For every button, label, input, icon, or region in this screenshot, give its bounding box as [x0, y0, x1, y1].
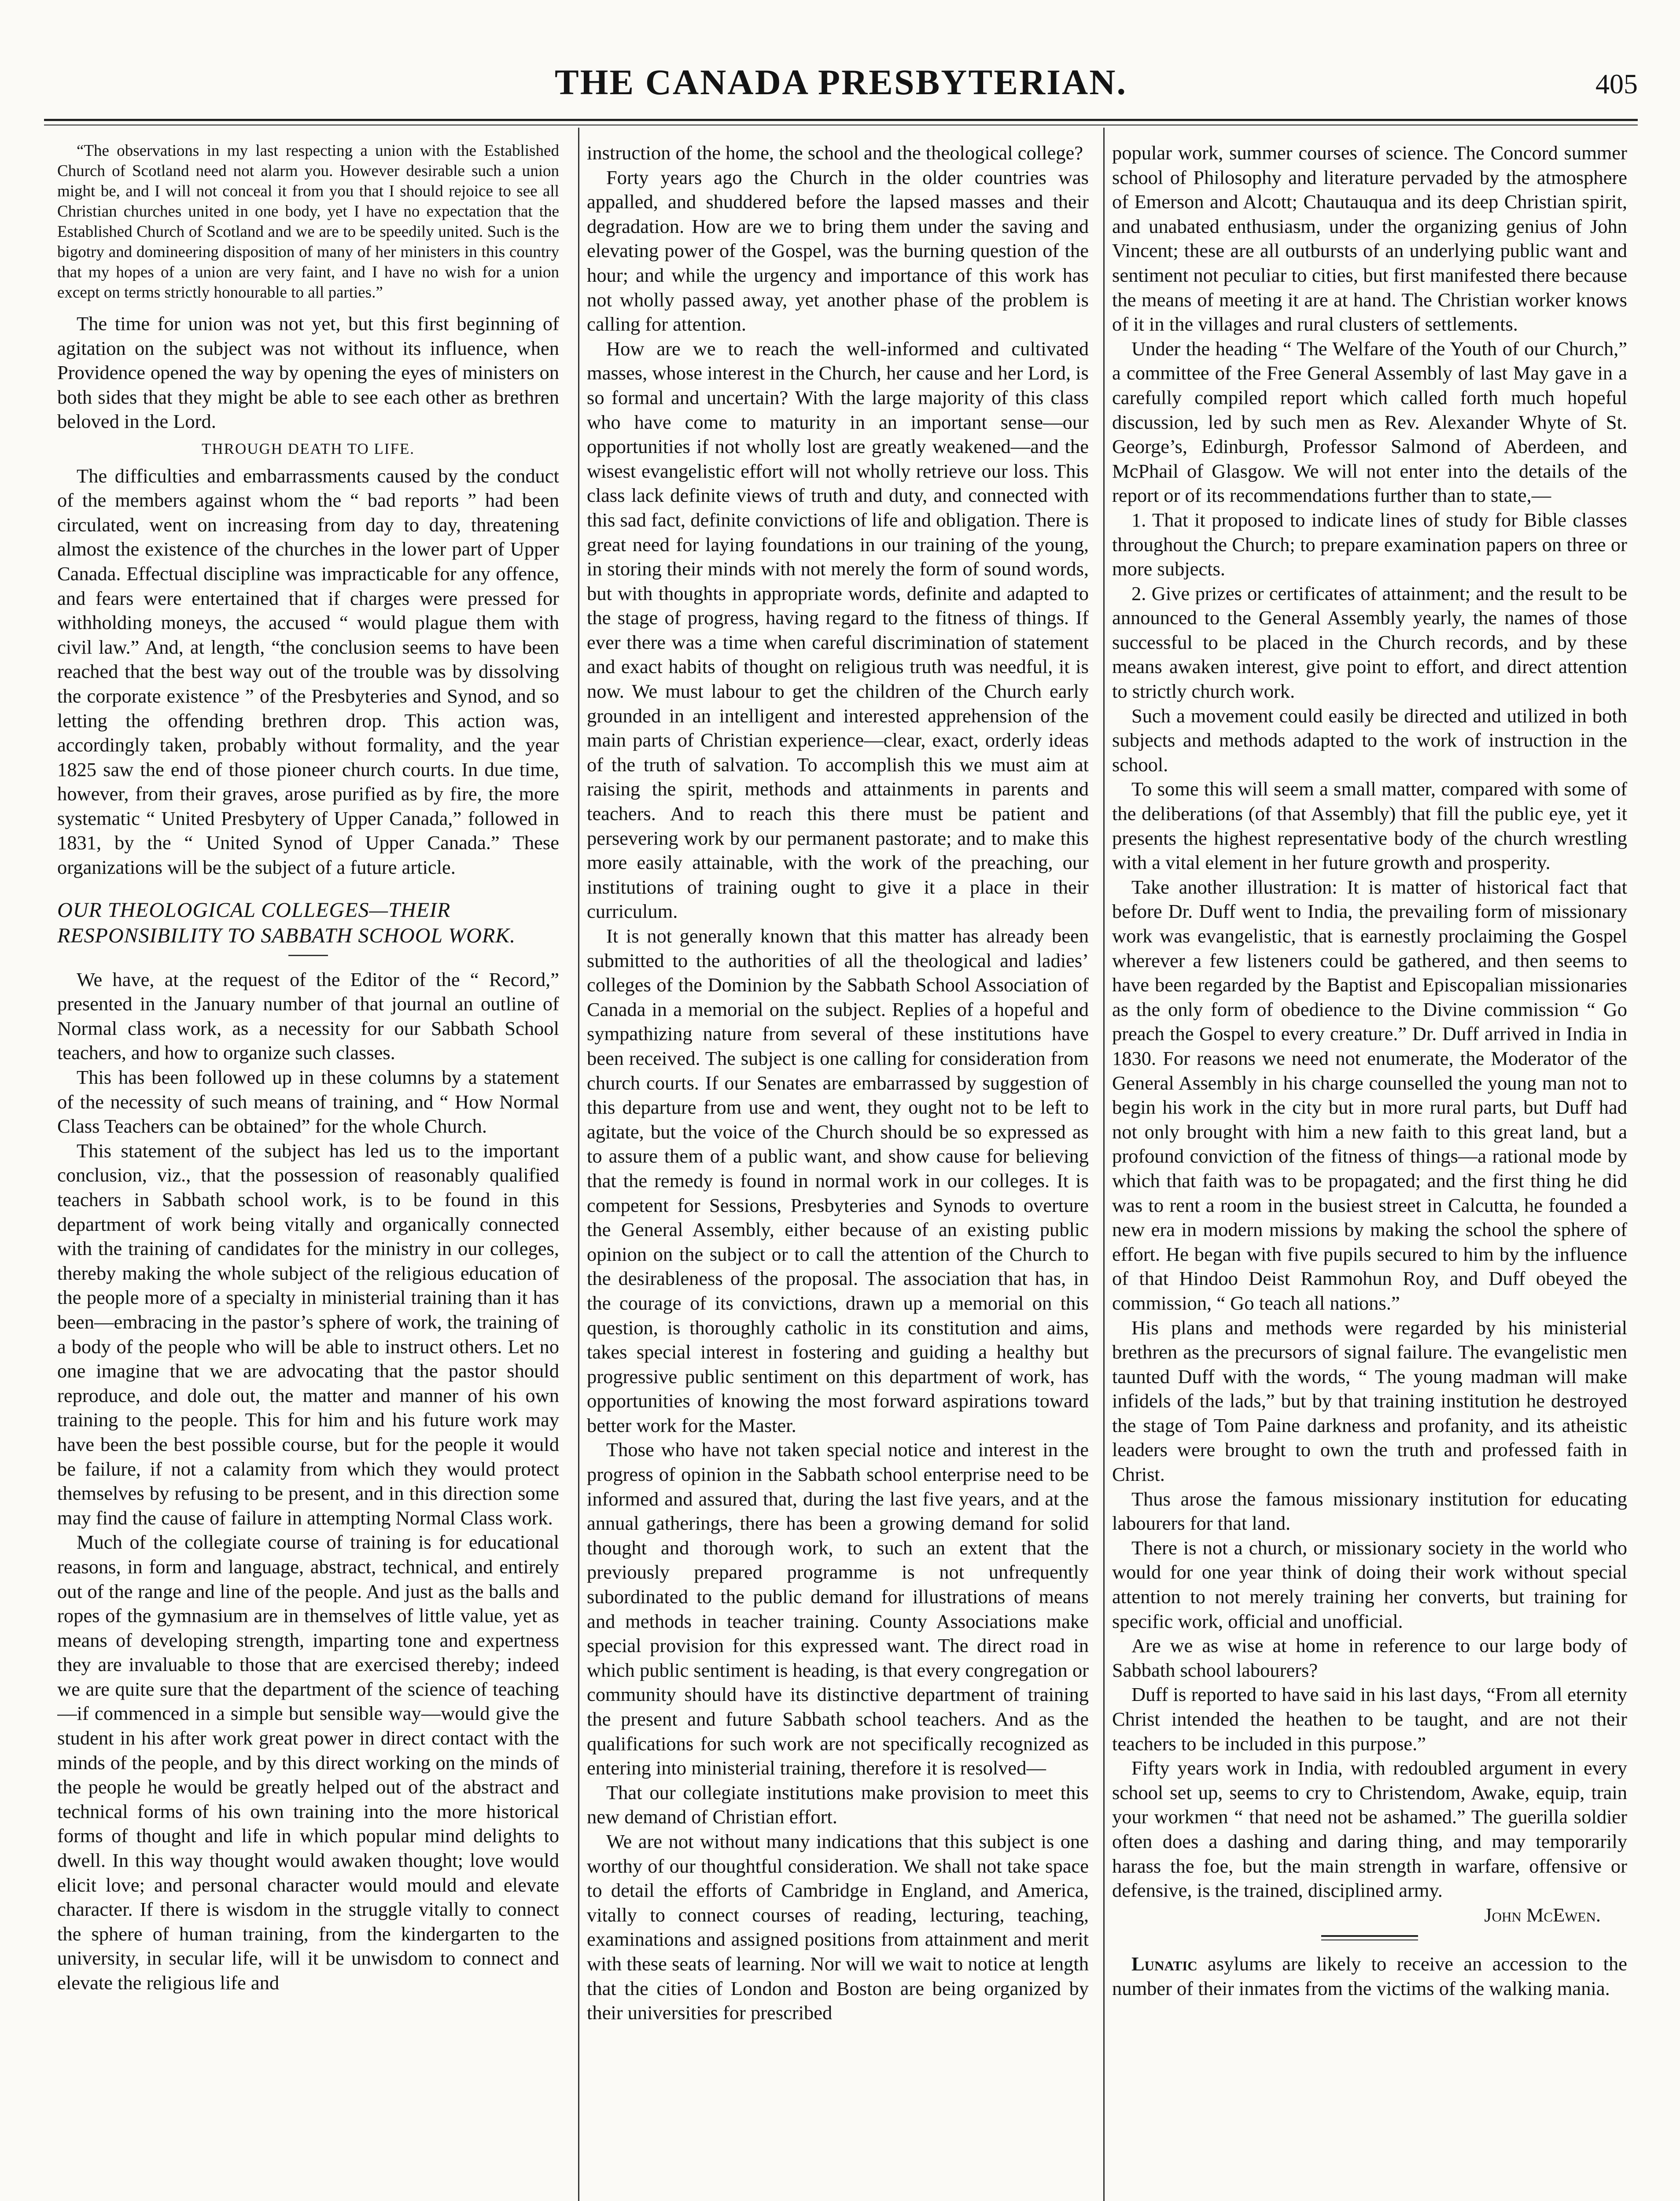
- list-item: 1. That it proposed to indicate lines of study for Bible classes throughout the Church; to prepare examination papers on three or more subjects.: [1112, 508, 1627, 580]
- author-signature: John McEwen.: [1484, 1903, 1601, 1926]
- page-header: [44, 62, 1638, 110]
- paragraph: This has been followed up in these columns by a statement of the necessity of such means of training, and “ How Normal Class Teachers can be obtained” for the whole Church.: [57, 1066, 559, 1137]
- list-item: 2. Give prizes or certificates of attainment; and the result to be announced to the General Assembly yearly, the names of those successful to be placed in the Church records, and by these means awaken interest, give point to effort, and direct attention to strictly church work.: [1112, 582, 1627, 703]
- news-item: [1112, 1952, 1627, 2001]
- header-rule: [44, 119, 1638, 125]
- newspaper-title: THE CANADA PRESBYTERIAN.: [555, 62, 1127, 102]
- paragraph: Such a movement could easily be directed and utilized in both subjects and methods adapted to the work of instruction in the school.: [1112, 704, 1627, 776]
- paragraph: His plans and methods were regarded by his ministerial brethren as the precursors of signal failure. The evangelistic men taunted Duff with the words, “ The young madman will make infidels of the lads,” but by that training institution he destroyed the stage of Tom Paine darkness and profanity, and its atheistic leaders were brought to own the truth and professed faith in Christ.: [1112, 1316, 1627, 1486]
- paragraph: Those who have not taken special notice and interest in the progress of opinion in the Sabbath school enterprise need to be informed and assured that, during the last five years, and at the annual gatherings, there has been a growing demand for solid thought and thorough work, to such an extent that the previously prepared programme is not unfrequently subordinated to the public demand for illustrations of means and methods in teacher training. County Associations make special provision for this expressed want. The direct road in which public sentiment is heading, is that every congregation or community should have its distinctive department of training the present and future Sabbath school teachers. And as the qualifications for such work are not specifically recognized as entering into ministerial training, therefore it is resolved—: [587, 1439, 1089, 1779]
- paragraph: There is not a church, or missionary society in the world who would for one year think of doing their work without special attention to not merely training her converts, but training for specific work, official and unofficial.: [1112, 1536, 1627, 1632]
- paragraph: Take another illustration: It is matter of historical fact that before Dr. Duff went to India, the prevailing form of missionary work was evangelistic, that is earnestly proclaiming the Gospel wherever a few listeners could be gathered, and then seems to have been regarded by the Baptist and Episcopalian missionaries as the only form of obedience to the Divine commission “ Go preach the Gospel to every creature.” Dr. Duff arrived in India in 1830. For reasons we need not enumerate, the Moderator of the General Assembly in his charge counselled the young man not to begin his work in the city but in more rural parts, but Duff had not only brought with him a new faith to this great land, but a profound conviction of the fitness of things—a rational mode by which that faith was to be propagated; and the first thing he did was to rent a room in the busiest street in Calcutta, he founded a new era in modern missions by making the school the sphere of effort. He began with five pupils secured to him by the influence of that Hindoo Deist Rammohun Roy, and Duff obeyed the commission, “ Go teach all nations.”: [1112, 876, 1627, 1314]
- news-item-lead: Lunatic: [1131, 1953, 1197, 1975]
- paragraph: instruction of the home, the school and the theological college?: [587, 142, 1083, 164]
- paragraph: Under the heading “ The Welfare of the Youth of our Church,” a committee of the Free General Assembly of last May gave in a carefully compiled report which called forth much hopeful discussion, led by such men as Rev. Alexander Whyte of St. George’s, Edinburgh, Professor Salmond of Aberdeen, and McPhail of Glasgow. We will not enter into the details of the report or of its recommendations further than to state,—: [1112, 337, 1627, 507]
- paragraph: Duff is reported to have said in his last days, “From all eternity Christ intended the heathen to be taught, and are not their teachers to be included in this purpose.”: [1112, 1683, 1627, 1755]
- column-3: [1112, 141, 1627, 2201]
- paragraph: We are not without many indications that this subject is one worthy of our thoughtful consideration. We shall not take space to detail the efforts of Cambridge in England, and America, vitally to connect courses of reading, lecturing, teaching, examinations and assigned positions from attainment and merit with these seats of learning. Nor will we wait to notice at length that the cities of London and Boston are being organized by their universities for prescribed: [587, 1830, 1089, 2024]
- paragraph: That our collegiate institutions make provision to meet this new demand of Christian effort.: [587, 1781, 1089, 1828]
- page-number: 405: [1595, 68, 1638, 99]
- paragraph: Fifty years work in India, with redoubled argument in every school set up, seems to cry to Christendom, Awake, equip, train your workmen “ that need not be ashamed.” The guerilla soldier often does a dashing and daring thing, and may temporarily harass the foe, but the main strength in warfare, offensive or defensive, is the trained, disciplined army.: [1112, 1757, 1627, 1902]
- column-2: [587, 141, 1089, 2201]
- paragraph: This statement of the subject has led us to the important conclusion, viz., that the possession of reasonably qualified teachers in Sabbath school work, is to be found in this department of work being vitally and organically connected with the training of candidates for the ministry in our colleges, thereby making the whole subject of the religious education of the people more of a specialty in ministerial training than it has been—embracing in the pastor’s sphere of work, the training of a body of the people who will be able to instruct others. Let no one imagine that we are advocating that the pastor should reproduce, and dole out, the matter and manner of his own training to the people. This for him and his future work may have been the best possible course, but for the people it would be failure, if not a calamity from which they would protect themselves by refusing to be present, and in this direction some may find the cause of failure in attempting Normal Class work.: [57, 1139, 559, 1529]
- paragraph: We have, at the request of the Editor of the “ Record,” presented in the January number of that journal an outline of Normal class work, as a necessity for our Sabbath School teachers, and how to organize such classes.: [57, 968, 559, 1064]
- paragraph: It is not generally known that this matter has already been submitted to the authorities of all the theological and ladies’ colleges of the Dominion by the Sabbath School Association of Canada in a memorial on the subject. Replies of a hopeful and sympathizing nature from several of these institutions have been received. The subject is one calling for consideration from church courts. If our Senates are embarrassed by suggestion of this departure from use and went, they ought not to be left to agitate, but the voice of the Church should be so expressed as to assure them of a public want, and show cause for believing that the remedy is found in normal work in our colleges. It is competent for Sessions, Presbyteries and Synods to overture the General Assembly, either because of an existing public opinion on the subject or to call the attention of the Church to the desirableness of the proposal. The association that has, in the courage of its convictions, drawn up a memorial on this question, is thoroughly catholic in its constitution and aims, takes special interest in fostering and guiding a healthy but progressive public sentiment on this department of work, has opportunities of knowing the most forward aspirations toward better work for the Master.: [587, 925, 1089, 1436]
- paragraph: How are we to reach the well-informed and cultivated masses, whose interest in the Church, her cause and her Lord, is so formal and uncertain? With the large majority of this class who have come to maturity in an important sense—our opportunities if not wholly lost are greatly weakened—and the wisest evangelistic effort will not wholly retrieve our loss. This class lack definite views of truth and duty, and connected with this sad fact, definite convictions of life and obligation. There is great need for laying foundations in our training of the young, in storing their minds with not merely the form of sound words, but with thoughts in appropriate words, definite and adapted to the stage of progress, having regard to the fitness of things. If ever there was a time when careful discrimination of statement and exact habits of thought on religious truth was needful, it is now. We must labour to get the children of the Church early grounded in an intelligent and interested apprehension of the main parts of Christian experience—clear, exact, orderly ideas of the truth of salvation. To accomplish this we must aim at raising the spirit, methods and attainments in parents and teachers. And to reach this there must be patient and persevering work by our permanent pastorate; and to make this more easily attainable, with the work of the preaching, our institutions of training ought to give it a place in their curriculum.: [587, 337, 1089, 923]
- paragraph: popular work, summer courses of science. The Concord summer school of Philosophy and literature pervaded by the atmosphere of Emerson and Alcott; Chautauqua and its deep Christian spirit, and unabated enthusiasm, under the organizing genius of John Vincent; these are all outbursts of an underlying public want and sentiment not peculiar to cities, but first manifested there because the means of meeting it are at hand. The Christian worker knows of it in the villages and rural clusters of settlements.: [1112, 142, 1627, 335]
- article-end-rule: [1321, 1935, 1418, 1940]
- paragraph: Much of the collegiate course of training is for educational reasons, in form and language, abstract, technical, and entirely out of the range and line of the people. And just as the balls and ropes of the gymnasium are in themselves of little value, yet as means of developing strength, imparting tone and expertness they are invaluable to those that are exercised thereby; indeed we are quite sure that the department of the science of teaching—if commenced in a simple but sensible way—would give the student in his after work great power in direct contact with the minds of the people, and by this direct working on the minds of the people he would be greatly helped out of the abstract and technical forms of his own training into the more historical forms of thought and life in which popular mind delights to dwell. In this way thought would awaken thought; love would elicit love; and personal character would mould and elevate character. If there is wisdom in the struggle vitally to connect the sphere of human training, from the kindergarten to the university, in secular life, will it be unwisdom to connect and elevate the religious life and: [57, 1531, 559, 1994]
- news-item-text: asylums are likely to receive an accession to the number of their inmates from the victims of the walking mania.: [1112, 1953, 1627, 1999]
- paragraph: The time for union was not yet, but this first beginning of agitation on the subject was not without its influence, when Providence opened the way by opening the eyes of ministers on both sides that they might be able to see each other as brethren beloved in the Lord.: [57, 313, 559, 433]
- paragraph: The difficulties and embarrassments caused by the conduct of the members against whom the “ bad reports ” had been circulated, went on increasing from day to day, threatening almost the existence of the churches in the lower part of Upper Canada. Effectual discipline was impracticable for any offence, and fears were entertained that if charges were pressed for withholding moneys, the accused “ would plague them with civil law.” And, at length, “the conclusion seems to have been reached that the best way out of the trouble was by dissolving the corporate existence ” of the Presbyteries and Synod, and so letting the offending brethren drop. This action was, accordingly taken, probably without formality, and the year 1825 saw the end of those pioneer church courts. In due time, however, from their graves, arose purified as by fire, the more systematic “ United Presbytery of Upper Canada,” followed in 1831, by the “ United Synod of Upper Canada.” These organizations will be the subject of a future article.: [57, 464, 559, 879]
- column-divider-2: [1103, 128, 1105, 2201]
- paragraph: To some this will seem a small matter, compared with some of the deliberations (of that Assembly) that fill the public eye, yet it presents the highest representative body of the church wrestling with a vital element in her future growth and prosperity.: [1112, 778, 1627, 874]
- headline-rule: [288, 955, 328, 956]
- column-1: [57, 141, 559, 2201]
- section-subheading: THROUGH DEATH TO LIFE.: [201, 440, 415, 457]
- column-divider-1: [578, 128, 579, 2201]
- paragraph: Thus arose the famous missionary institution for educating labourers for that land.: [1112, 1487, 1627, 1535]
- quoted-letter: “The observations in my last respecting a union with the Established Church of Scotland need not alarm you. However desirable such a union might be, and I will not conceal it from you that I should rejoice to see all Christian churches united in one body, yet I have no expectation that the Established Church of Scotland and we are to be speedily united. Such is the bigotry and domineering disposition of many of her ministers in this country that my hopes of a union are very faint, and I have no wish for a union except on terms strictly honourable to all parties.”: [57, 142, 559, 302]
- paragraph: Forty years ago the Church in the older countries was appalled, and shuddered before the lapsed masses and their degradation. How are we to bring them under the saving and elevating power of the Gospel, was the burning question of the hour; and while the urgency and importance of this work has not wholly passed away, yet another phase of the problem is calling for attention.: [587, 166, 1089, 335]
- paragraph: Are we as wise at home in reference to our large body of Sabbath school labourers?: [1112, 1634, 1627, 1681]
- article-headline: OUR THEOLOGICAL COLLEGES—THEIR RESPONSIBILITY TO SABBATH SCHOOL WORK.: [57, 898, 516, 947]
